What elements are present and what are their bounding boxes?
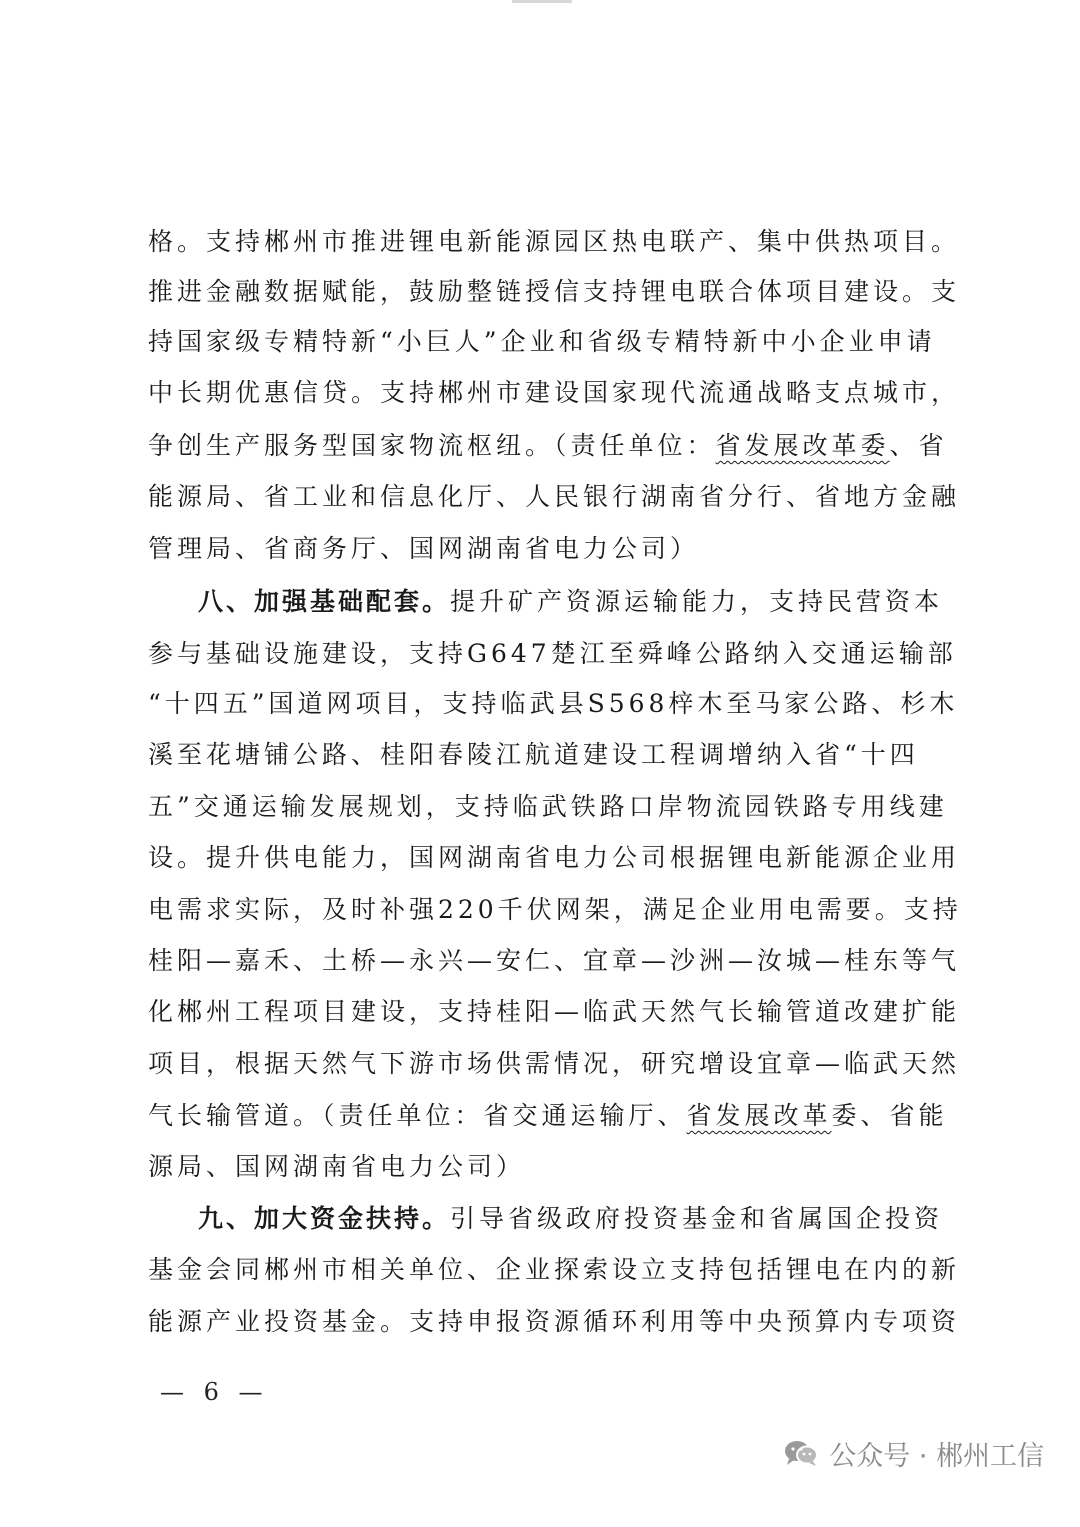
section-8-first-line bbox=[198, 578, 944, 626]
text-line: 项目，根据天然气下游市场供需情况，研究增设宜章—临武天然 bbox=[148, 1049, 961, 1078]
text-line: 格。支持郴州市推进锂电新能源园区热电联产、集中供热项目。 bbox=[148, 227, 961, 256]
text-line: 设。提升供电能力，国网湖南省电力公司根据锂电新能源企业用 bbox=[148, 843, 961, 872]
page-number: — 6 — bbox=[160, 1378, 269, 1406]
text-line: “十四五”国道网项目，支持临武县S568梓木至马家公路、杉木 bbox=[148, 689, 959, 718]
watermark-label: 公众号 · 郴州工信 bbox=[829, 1440, 1044, 1472]
text-line: 推进金融数据赋能，鼓励整链授信支持锂电联合体项目建设。支 bbox=[148, 277, 961, 306]
text-segment: 、省 bbox=[889, 431, 948, 460]
text-line: 能源局、省工业和信息化厅、人民银行湖南省分行、省地方金融 bbox=[148, 482, 961, 511]
text-line: 源局、国网湖南省电力公司） bbox=[148, 1152, 526, 1181]
scan-artifact-mark bbox=[512, 0, 572, 3]
text-line: 能源产业投资基金。支持申报资源循环利用等中央预算内专项资 bbox=[148, 1307, 961, 1336]
text-line: 持国家级专精特新“小巨人”企业和省级专精特新中小企业申请 bbox=[148, 327, 936, 356]
text-line: 化郴州工程项目建设，支持桂阳—临武天然气长输管道改建扩能 bbox=[148, 997, 961, 1026]
text-line: 电需求实际，及时补强220千伏网架，满足企业用电需要。支持 bbox=[148, 895, 962, 924]
text-line: 管理局、省商务厅、国网湖南省电力公司） bbox=[148, 534, 700, 563]
text-line: 五”交通运输发展规划，支持临武铁路口岸物流园铁路专用线建 bbox=[148, 792, 948, 821]
underlined-text: 省发展改革 bbox=[686, 1101, 832, 1130]
text-line bbox=[148, 422, 948, 470]
text-segment: 引导省级政府投资基金和省属国企投资 bbox=[450, 1204, 944, 1233]
text-line: 溪至花塘铺公路、桂阳春陵江航道建设工程调增纳入省“十四 bbox=[148, 740, 919, 769]
wechat-icon bbox=[783, 1439, 819, 1467]
text-line: 基金会同郴州市相关单位、企业探索设立支持包括锂电在内的新 bbox=[148, 1255, 961, 1284]
text-line bbox=[148, 1092, 948, 1140]
text-segment: 委、省能 bbox=[831, 1101, 948, 1130]
text-segment: 提升矿产资源运输能力，支持民营资本 bbox=[450, 587, 944, 616]
underlined-text: 省发展改革委 bbox=[715, 431, 890, 460]
text-segment: 争创生产服务型国家物流枢纽。（责任单位： bbox=[148, 431, 716, 460]
section-9-first-line bbox=[198, 1195, 944, 1243]
text-line: 参与基础设施建设，支持G647楚江至舜峰公路纳入交通运输部 bbox=[148, 639, 957, 668]
text-line: 中长期优惠信贷。支持郴州市建设国家现代流通战略支点城市， bbox=[148, 378, 961, 407]
section-8-title: 八、加强基础配套。 bbox=[198, 587, 451, 616]
text-line: 桂阳—嘉禾、土桥—永兴—安仁、宜章—沙洲—汝城—桂东等气 bbox=[148, 946, 961, 975]
text-segment: 气长输管道。（责任单位：省交通运输厅、 bbox=[148, 1101, 687, 1130]
watermark bbox=[783, 1433, 1044, 1473]
section-9-title: 九、加大资金扶持。 bbox=[198, 1204, 451, 1233]
